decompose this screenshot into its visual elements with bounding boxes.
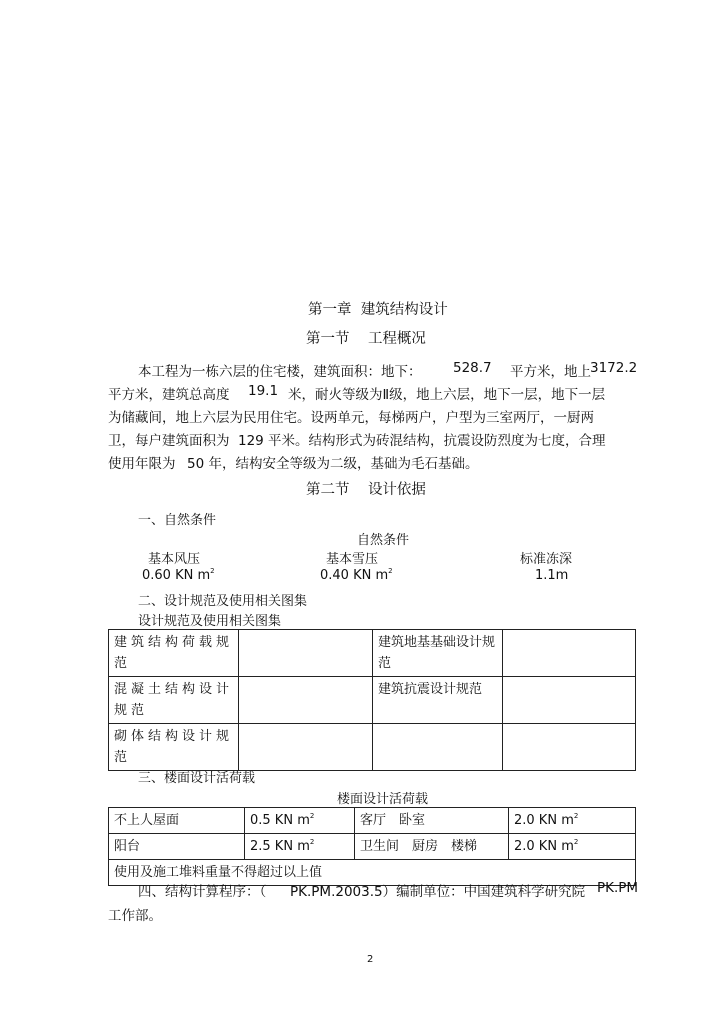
- table-cell: [503, 724, 636, 771]
- table-row: [109, 630, 636, 677]
- table-row: [109, 724, 636, 771]
- load-value: 2.0 KN m: [514, 839, 574, 854]
- program-line-1a: 四、结构计算程序：（: [138, 884, 267, 900]
- overview-line-2b: 米，耐火等级为Ⅱ级，地上六层，地下一层，地下一层: [288, 387, 606, 403]
- table-cell: 客厅 卧室: [355, 808, 509, 834]
- table-cell: 建筑结构荷载规范: [109, 630, 239, 677]
- table-cell: 卫生间 厨房 楼梯: [355, 834, 509, 860]
- table-cell: [503, 677, 636, 724]
- overview-line-5a: 使用年限为: [108, 456, 176, 472]
- section-number: 第一节: [306, 331, 350, 347]
- table-cell: 建筑抗震设计规范: [373, 677, 503, 724]
- overview-line-3: 为储藏间，地上六层为民用住宅。设两单元，每梯两户，户型为三室两厅，一厨两: [108, 410, 594, 426]
- section-title: 设计依据: [367, 482, 426, 498]
- section-heading-2: [306, 478, 426, 499]
- superscript: 2: [309, 812, 315, 820]
- superscript: 2: [210, 567, 215, 575]
- table-cell: [239, 724, 373, 771]
- codes-caption: 设计规范及使用相关图集: [138, 614, 282, 629]
- table-cell: 建筑地基基础设计规范: [373, 630, 503, 677]
- natural-conditions-caption: 自然条件: [357, 533, 410, 548]
- frost-depth-label: 标准冻深: [520, 552, 573, 567]
- overview-area-aboveground: 3172.2: [590, 360, 638, 376]
- loads-heading: 三、楼面设计活荷载: [138, 771, 256, 786]
- table-row: [109, 834, 636, 860]
- section-title: 工程概况: [367, 331, 426, 347]
- table-cell: 砌体结构设计规范: [109, 724, 239, 771]
- table-cell: 不上人屋面: [109, 808, 245, 834]
- table-cell: [373, 724, 503, 771]
- table-cell: 阳台: [109, 834, 245, 860]
- table-cell: [239, 677, 373, 724]
- table-cell: [245, 808, 355, 834]
- chapter-heading: [308, 298, 448, 319]
- table-cell: [503, 630, 636, 677]
- table-cell: [239, 630, 373, 677]
- table-row: [109, 677, 636, 724]
- table-cell: [245, 834, 355, 860]
- overview-line-2a: 平方米，建筑总高度: [108, 387, 230, 403]
- table-cell: 混凝土结构设计规范: [109, 677, 239, 724]
- overview-line-1b: 平方米，地上: [510, 364, 591, 380]
- superscript: 2: [388, 567, 393, 575]
- overview-line-1a: 本工程为一栋六层的住宅楼，建筑面积：地下：: [138, 364, 422, 380]
- frost-depth-value: 1.1m: [535, 568, 569, 583]
- table-cell: [509, 808, 636, 834]
- superscript: 2: [573, 838, 579, 846]
- snow-pressure-number: 0.40 KN m: [320, 568, 389, 583]
- load-value: 0.5 KN m: [250, 813, 310, 828]
- loads-caption: 楼面设计活荷载: [337, 792, 429, 807]
- loads-table: [108, 807, 636, 886]
- overview-line-4a: 卫，每户建筑面积为: [108, 433, 230, 449]
- overview-height: 19.1: [248, 383, 279, 399]
- snow-pressure-value: [320, 568, 393, 583]
- wind-pressure-value: [142, 568, 215, 583]
- program-line-2: 工作部。: [108, 908, 162, 924]
- superscript: 2: [309, 838, 315, 846]
- codes-table: [108, 629, 636, 771]
- wind-pressure-number: 0.60 KN m: [142, 568, 211, 583]
- section-heading-1: [306, 327, 426, 348]
- overview-area-underground: 528.7: [453, 360, 492, 376]
- table-note: 使用及施工堆料重量不得超过以上值: [109, 860, 636, 886]
- table-row: [109, 808, 636, 834]
- superscript: 2: [573, 812, 579, 820]
- load-value: 2.5 KN m: [250, 839, 310, 854]
- chapter-number: 第一章: [308, 302, 352, 318]
- chapter-title: 建筑结构设计: [360, 302, 448, 318]
- table-cell: [509, 834, 636, 860]
- page-number: 2: [367, 954, 374, 965]
- overview-line-4b: 129 平米。结构形式为砖混结构，抗震设防烈度为七度，合理: [238, 433, 606, 449]
- snow-pressure-label: 基本雪压: [326, 552, 379, 567]
- wind-pressure-label: 基本风压: [148, 552, 201, 567]
- program-line-1c: PK.PM: [597, 880, 639, 896]
- load-value: 2.0 KN m: [514, 813, 574, 828]
- natural-conditions-heading: 一、自然条件: [138, 513, 217, 528]
- overview-line-5b: 50 年，结构安全等级为二级，基础为毛石基础。: [187, 456, 479, 472]
- codes-heading: 二、设计规范及使用相关图集: [138, 594, 308, 609]
- section-number: 第二节: [306, 482, 350, 498]
- program-line-1b: PK.PM.2003.5）编制单位：中国建筑科学研究院: [290, 884, 586, 900]
